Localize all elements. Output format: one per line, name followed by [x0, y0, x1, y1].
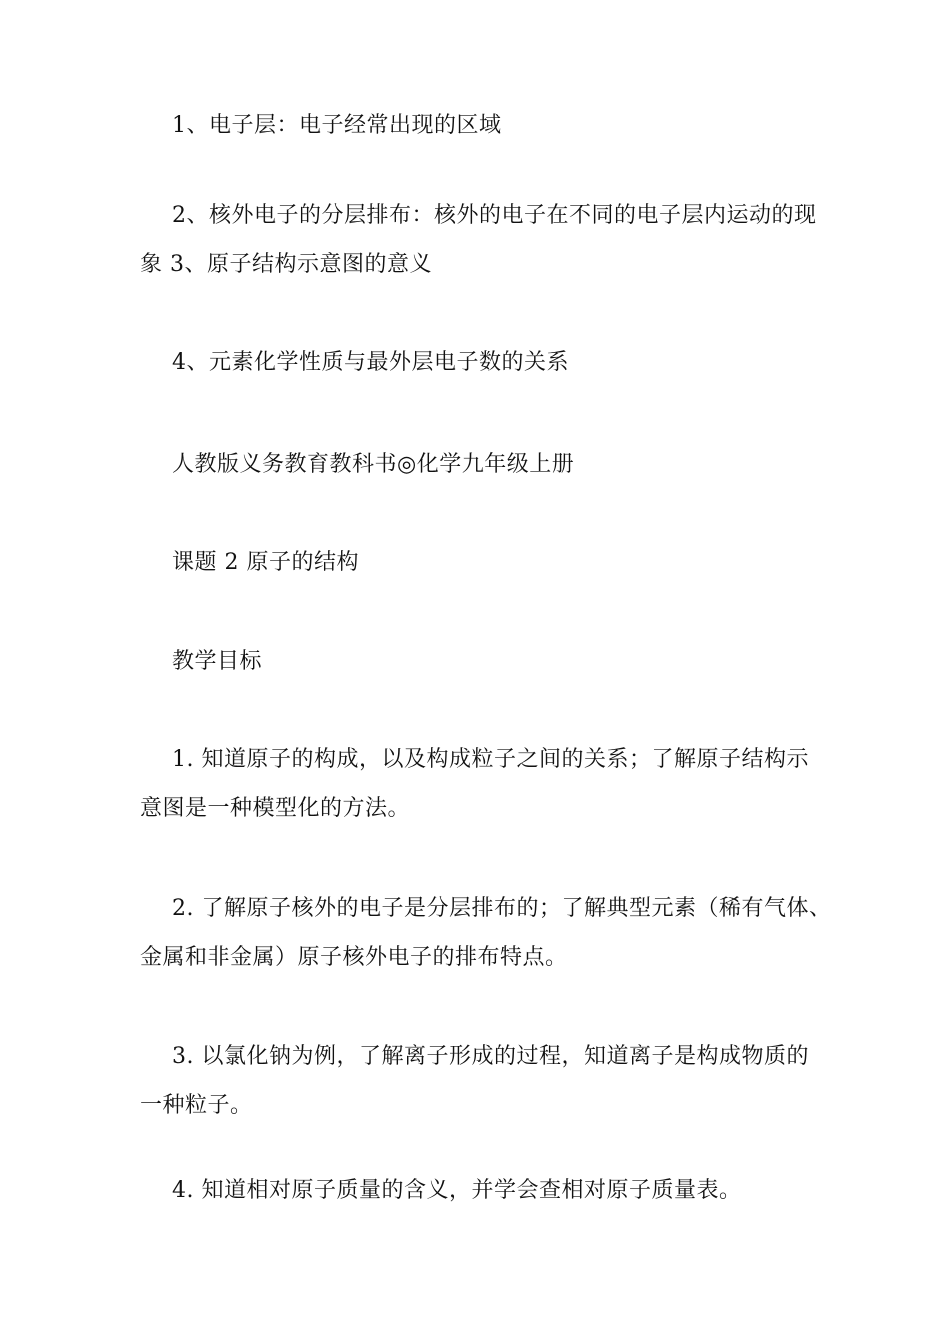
text-line: 意图是一种模型化的方法。 [140, 796, 411, 821]
text-line: 2. 了解原子核外的电子是分层排布的；了解典型元素（稀有气体、 [172, 896, 832, 921]
text-line: 课题 2 原子的结构 [172, 550, 359, 575]
text-line: 象 3、原子结构示意图的意义 [140, 252, 432, 277]
text-line: 教学目标 [172, 649, 263, 674]
text-line: 一种粒子。 [140, 1093, 253, 1118]
text-line: 人教版义务教育教科书◎化学九年级上册 [172, 452, 575, 477]
text-line: 3. 以氯化钠为例，了解离子形成的过程，知道离子是构成物质的 [172, 1044, 809, 1069]
text-line: 2、核外电子的分层排布：核外的电子在不同的电子层内运动的现 [172, 203, 817, 228]
text-line: 金属和非金属）原子核外电子的排布特点。 [140, 945, 568, 970]
text-line: 1. 知道原子的构成，以及构成粒子之间的关系；了解原子结构示 [172, 747, 809, 772]
text-line: 4、元素化学性质与最外层电子数的关系 [172, 350, 569, 375]
text-line: 1、电子层：电子经常出现的区域 [172, 113, 502, 138]
text-line: 4. 知道相对原子质量的含义，并学会查相对原子质量表。 [172, 1178, 742, 1203]
